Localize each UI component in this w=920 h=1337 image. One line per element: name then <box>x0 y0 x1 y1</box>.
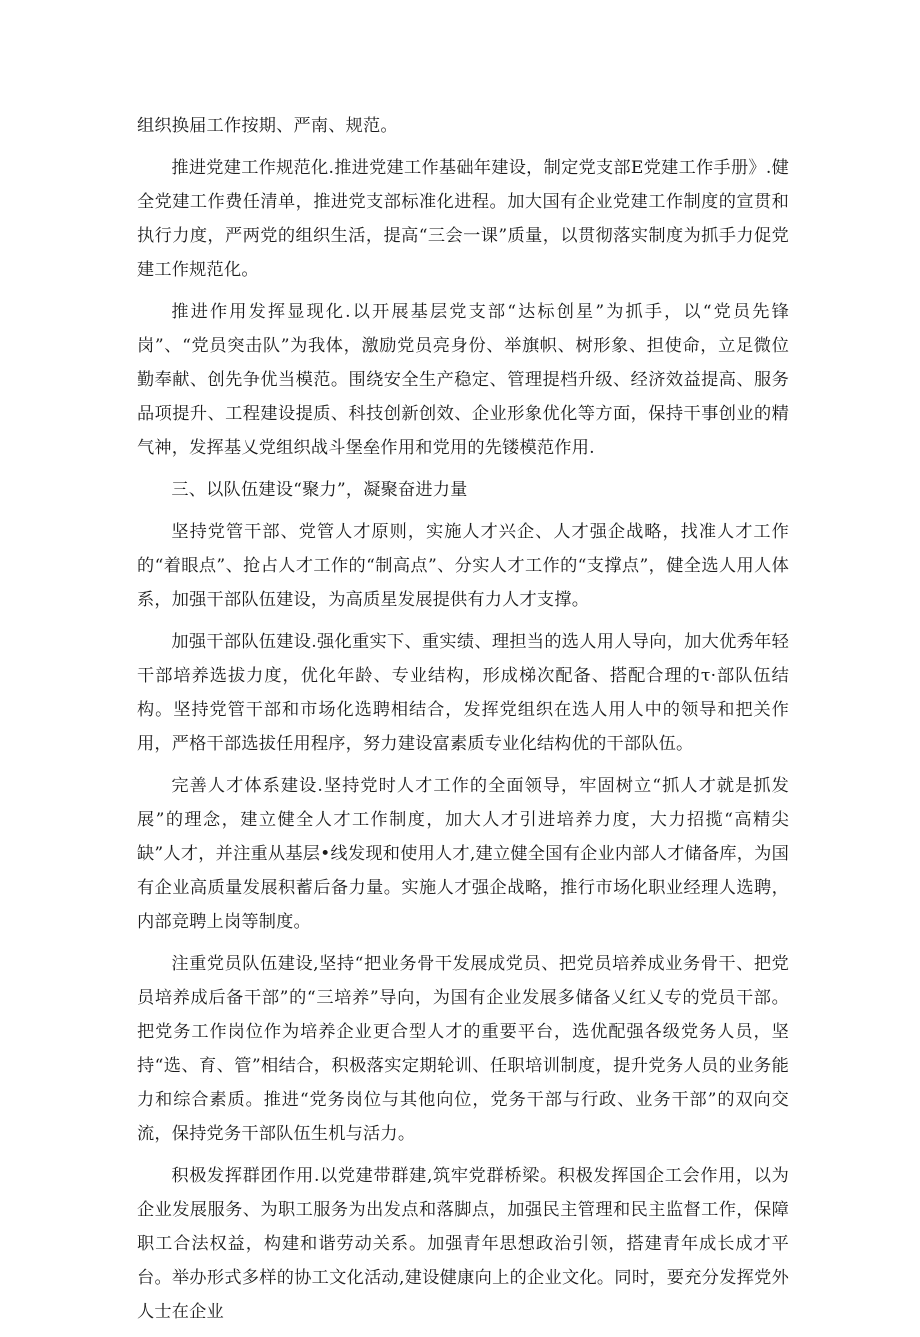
paragraph-standardization: 推进党建工作规范化.推进党建工作基础年建设，制定党支部E党建工作手册》.健全党建工作费任清单，推进党支部标准化进程。加大国有企业党建工作制度的宣贯和执行力度，严两党的组织生活，提高“三会一课”质量，以贯彻落实制度为抓手力促党建工作规范化。 <box>137 158 789 280</box>
document-page <box>137 109 789 1337</box>
paragraph-talent-principle: 坚持党管干部、党管人才原则，实施人才兴企、人才强企战略，找准人才工作的“着眼点”、抢占人才工作的“制高点”、分实人才工作的“支撑点”，健全选人用人体系，加强干部队伍建设，为高质星发展提供有力人才支撑。 <box>137 522 789 610</box>
paragraph-party-members: 注重党员队伍建设,坚持“把业务骨干发展成党员、把党员培养成业务骨干、把党员培养成后备干部”的“三培养”导向，为国有企业发展多储备乂红乂专的党员干部。把党务工作岗位作为培养企业更合型人才的重要平台，选优配强各级党务人员，坚持“选、育、管”相结合，积极落实定期轮训、任职培训制度，提升党务人员的业务能力和综合素质。推进“党务岗位与其他向位，党务干部与行政、业务干部”的双向交流，保持党务干部队伍生机与活力。 <box>137 954 789 1144</box>
paragraph-continuation: 组织换届工作按期、严南、规范。 <box>137 116 398 136</box>
paragraph-talent-system: 完善人才体系建设.坚持党时人才工作的全面领导，牢固树立“抓人才就是抓发展”的理念，建立健全人才工作制度，加大人才引进培养力度，大力招揽“高精尖缺”人才，并注重从基层•线发现和使用人才,建立健全国有企业内部人才储备库，为国有企业高质量发展积蓄后备力量。实施人才强企战略，推行市场化职业经理人选聘，内部竞聘上岗等制度。 <box>137 776 789 932</box>
paragraph-cadre-team: 加强干部队伍建设.强化重实下、重实绩、理担当的选人用人导向，加大优秀年轻干部培养选拔力度，优化年龄、专业结构，形成梯次配备、搭配合理的τ·部队伍结构。坚持党管干部和市场化选聘相结合，发挥党组织在选人用人中的领导和把关作用，严格干部选拔任用程序，努力建设富素质专业化结构优的干部队伍。 <box>137 632 789 754</box>
paragraph-role-visibility: 推进作用发挥显现化.以开展基层党支部“达标创星”为抓手，以“党员先锋岗”、“党员突击队”为我体，激励党员亮身份、举旗帜、树形象、担使命，立足微位勤奉献、创先争优当模范。围绕安全生产稳定、管理提档升级、经济效益提高、服务品项提升、工程建设提质、科技创新创效、企业形象优化等方面，保持干事创业的精气神，发挥基乂党组织战斗堡垒作用和党用的先镂模范作用. <box>137 302 789 458</box>
section-heading: 三、以队伍建设“聚力”，凝聚奋进力量 <box>171 480 468 500</box>
paragraph-mass-organizations: 积极发挥群团作用.以党建带群建,筑牢党群桥梁。积极发挥国企工会作用，以为企业发展服务、为职工服务为出发点和落脚点，加强民主管理和民主监督工作，保障职工合法权益，构建和谐劳动关系。加强青年思想政治引领，搭建青年成长成才平台。举办形式多样的协工文化活动,建设健康向上的企业文化。同时，要充分发挥党外人士在企业 <box>137 1166 789 1322</box>
